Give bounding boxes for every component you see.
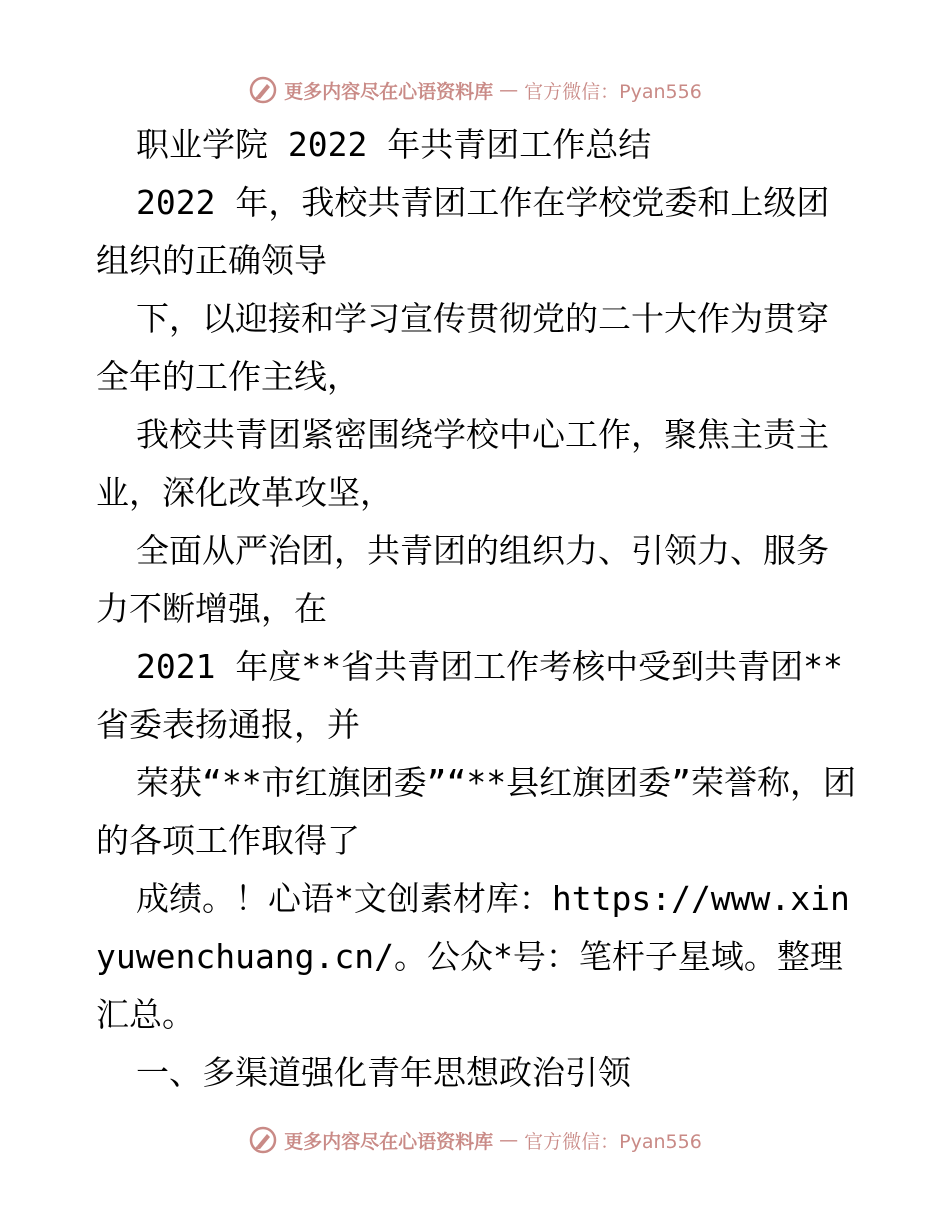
banner-content	[248, 75, 702, 105]
banner-site-text: 更多内容尽在心语资料库	[284, 1130, 494, 1153]
paragraph: 下，以迎接和学习宣传贯彻党的二十大作为贯穿全年的工作主线，	[96, 299, 829, 396]
footer-banner	[0, 1120, 950, 1160]
section-heading: 一、多渠道强化青年思想政治引领	[136, 1053, 631, 1092]
paragraph: 2021 年度**省共青团工作考核中受到共青团**省委表扬通报，并	[96, 647, 843, 744]
header-banner	[0, 70, 950, 110]
banner-content	[248, 1125, 702, 1155]
banner-wechat-text: 官方微信：Pyan556	[524, 1130, 702, 1153]
banner-site-text: 更多内容尽在心语资料库	[284, 80, 494, 103]
pen-logo-icon	[248, 1125, 278, 1155]
banner-separator: —	[499, 79, 519, 101]
document-title: 职业学院 2022 年共青团工作总结	[136, 125, 652, 164]
paragraph: 我校共青团紧密围绕学校中心工作，聚焦主责主业，深化改革攻坚，	[96, 415, 829, 512]
document-body	[96, 116, 856, 1102]
paragraph: 成绩。！心语*文创素材库：https://www.xinyuwenchuang.cn/。公众*号：笔杆子星域。整理汇总。	[96, 879, 850, 1034]
paragraph: 全面从严治团，共青团的组织力、引领力、服务力不断增强，在	[96, 531, 829, 628]
pen-logo-icon	[248, 75, 278, 105]
banner-wechat-text: 官方微信：Pyan556	[524, 80, 702, 103]
paragraph: 2022 年，我校共青团工作在学校党委和上级团组织的正确领导	[96, 183, 830, 280]
banner-separator: —	[499, 1129, 519, 1151]
paragraph: 荣获“**市红旗团委”“**县红旗团委”荣誉称，团的各项工作取得了	[96, 763, 856, 860]
